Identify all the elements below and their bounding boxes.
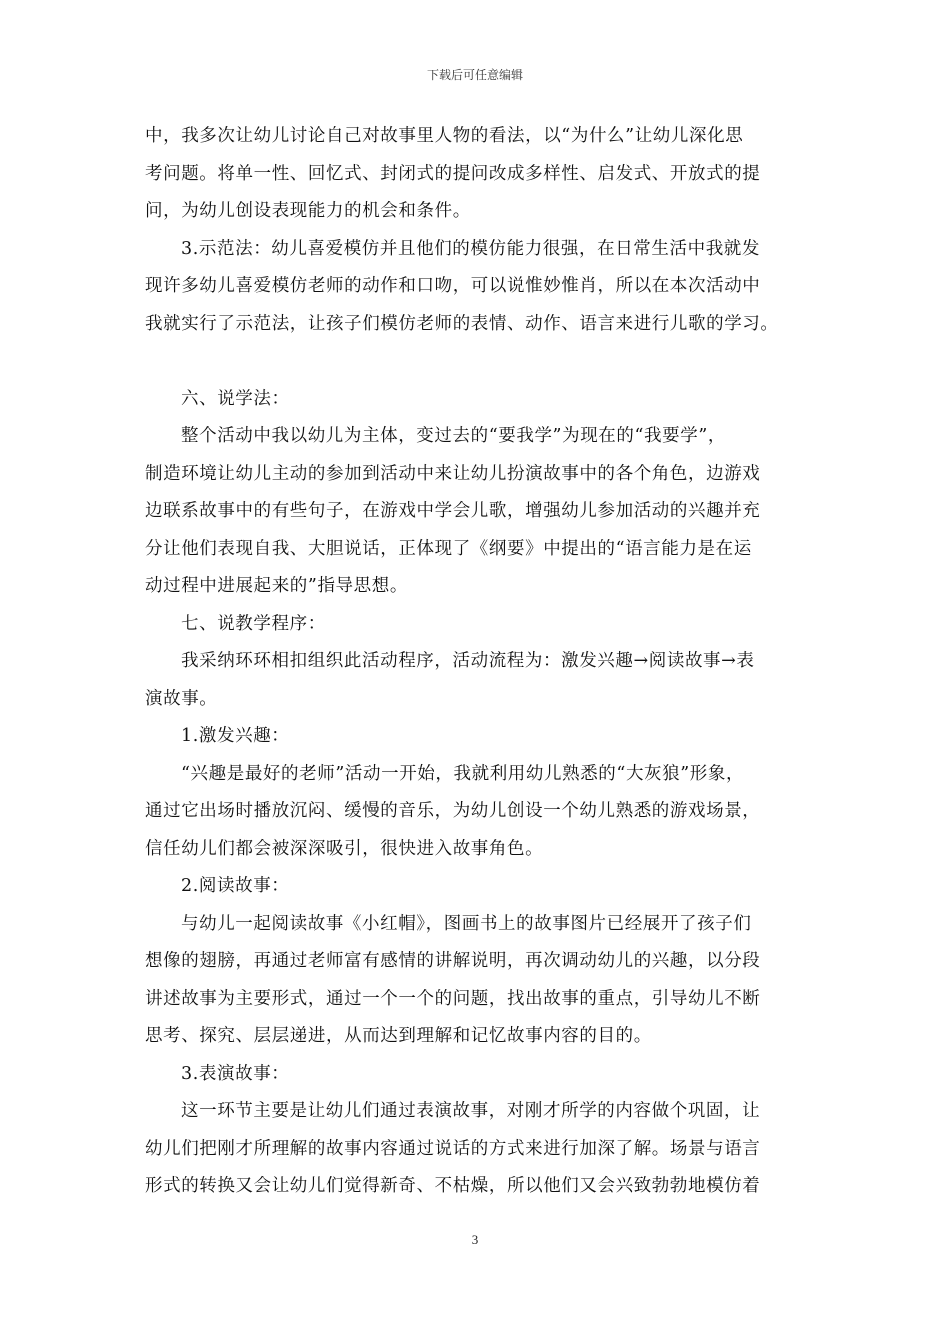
text-line: 形式的转换又会让幼儿们觉得新奇、不枯燥，所以他们又会兴致勃勃地模仿着 xyxy=(145,1176,761,1196)
text-line: 现许多幼儿喜爱模仿老师的动作和口吻，可以说惟妙惟肖，所以在本次活动中 xyxy=(145,276,761,296)
subsection-heading: 3.表演故事： xyxy=(181,1063,290,1084)
blank-line xyxy=(145,343,825,381)
text-line: 与幼儿一起阅读故事《小红帽》，图画书上的故事图片已经展开了孩子们 xyxy=(181,913,752,934)
text-line: 演故事。 xyxy=(145,688,218,709)
text-line: 想像的翅膀，再通过老师富有感情的讲解说明，再次调动幼儿的兴趣，以分段 xyxy=(145,951,761,971)
text-line: 分让他们表现自我、大胆说话，正体现了《纲要》中提出的“语言能力是在运 xyxy=(145,538,752,559)
text-line: 幼儿们把刚才所理解的故事内容通过说话的方式来进行加深了解。场景与语言 xyxy=(145,1138,761,1159)
text-line: 我就实行了示范法，让孩子们模仿老师的表情、动作、语言来进行儿歌的学习。 xyxy=(145,313,779,334)
text-line: 考问题。将单一性、回忆式、封闭式的提问改成多样性、启发式、开放式的提 xyxy=(145,163,761,184)
section-heading: 七、说教学程序： xyxy=(181,613,326,634)
text-line: 制造环境让幼儿主动的参加到活动中来让幼儿扮演故事中的各个角色，边游戏 xyxy=(145,463,761,484)
text-line: 这一环节主要是让幼儿们通过表演故事，对刚才所学的内容做个巩固，让 xyxy=(181,1101,761,1121)
text-line: 3.示范法：幼儿喜爱模仿并且他们的模仿能力很强，在日常生活中我就发 xyxy=(181,238,760,259)
document-body xyxy=(145,118,825,1206)
page-header: 下载后可任意编辑 xyxy=(426,68,523,82)
text-line: 问，为幼儿创设表现能力的机会和条件。 xyxy=(145,201,471,221)
text-line: 思考、探究、层层递进，从而达到理解和记忆故事内容的目的。 xyxy=(145,1026,652,1046)
text-line: 讲述故事为主要形式，通过一个一个的问题，找出故事的重点，引导幼儿不断 xyxy=(145,988,761,1009)
text-line: 通过它出场时播放沉闷、缓慢的音乐，为幼儿创设一个幼儿熟悉的游戏场景， xyxy=(145,801,761,821)
subsection-heading: 1.激发兴趣： xyxy=(181,726,290,746)
text-line: 我采纳环环相扣组织此活动程序，活动流程为：激发兴趣→阅读故事→表 xyxy=(181,651,755,671)
subsection-heading: 2.阅读故事： xyxy=(181,876,290,896)
section-heading: 六、说学法： xyxy=(181,388,290,409)
text-line: “兴趣是最好的老师”活动一开始，我就利用幼儿熟悉的“大灰狼”形象， xyxy=(181,763,745,784)
text-line: 中，我多次让幼儿讨论自己对故事里人物的看法，以“为什么”让幼儿深化思 xyxy=(145,126,744,146)
text-line: 动过程中进展起来的”指导思想。 xyxy=(145,576,408,596)
text-line: 信任幼儿们都会被深深吸引，很快进入故事角色。 xyxy=(145,838,544,859)
text-line: 整个活动中我以幼儿为主体，变过去的“要我学”为现在的“我要学”， xyxy=(181,426,726,446)
text-line: 边联系故事中的有些句子，在游戏中学会儿歌，增强幼儿参加活动的兴趣并充 xyxy=(145,501,761,521)
page-number: 3 xyxy=(471,1232,479,1247)
